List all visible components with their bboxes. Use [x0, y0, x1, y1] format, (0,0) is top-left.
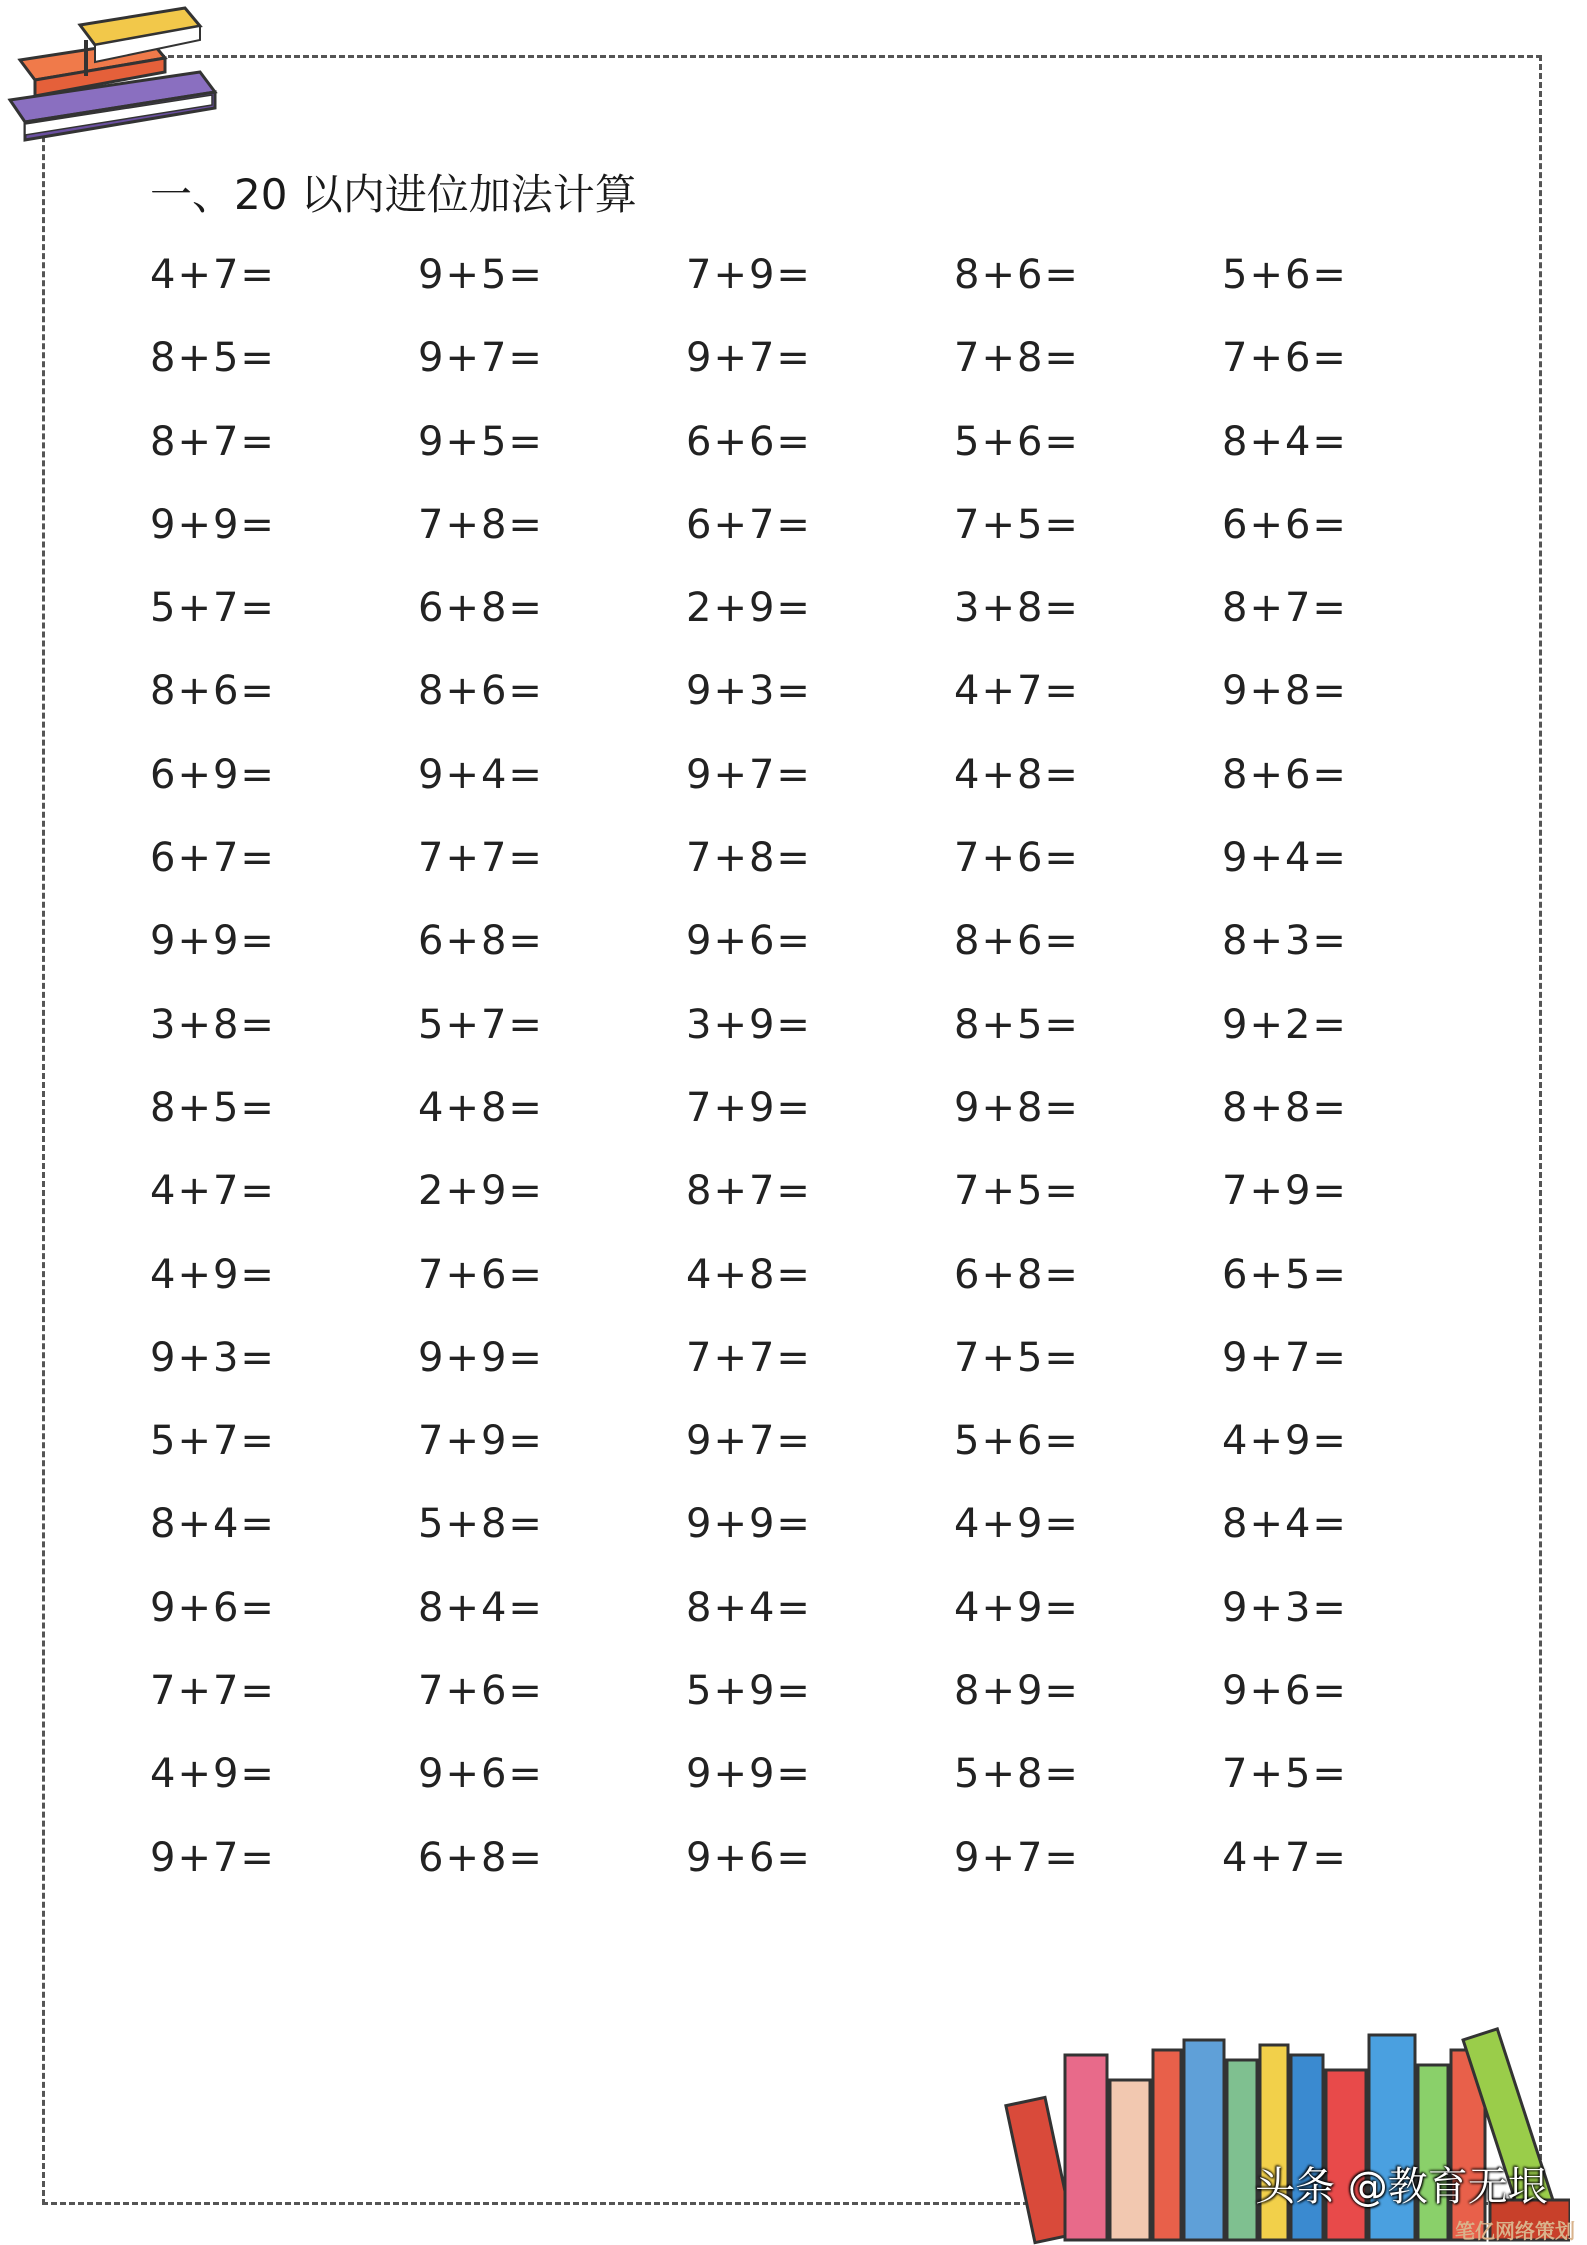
problem-item: 9+9=: [418, 1334, 544, 1381]
problem-item: 5+6=: [954, 418, 1080, 465]
problem-item: 4+8=: [686, 1251, 812, 1298]
problem-item: 7+7=: [150, 1668, 276, 1715]
problem-item: 7+5=: [954, 501, 1080, 548]
problem-item: 5+7=: [150, 585, 276, 632]
problem-item: 7+6=: [954, 835, 1080, 882]
problem-item: 4+9=: [150, 1251, 276, 1298]
problem-item: 4+9=: [1222, 1418, 1348, 1465]
problem-item: 7+9=: [686, 1084, 812, 1131]
problem-item: 7+9=: [418, 1418, 544, 1465]
problem-item: 5+7=: [150, 1418, 276, 1465]
problem-item: 8+7=: [1222, 585, 1348, 632]
problem-item: 6+7=: [150, 835, 276, 882]
problem-item: 7+8=: [954, 335, 1080, 382]
problem-item: 9+4=: [418, 751, 544, 798]
problem-item: 8+8=: [1222, 1084, 1348, 1131]
problem-item: 9+3=: [686, 668, 812, 715]
problem-item: 8+6=: [418, 668, 544, 715]
problem-item: 7+7=: [686, 1334, 812, 1381]
problem-item: 9+9=: [686, 1501, 812, 1548]
problem-item: 9+7=: [1222, 1334, 1348, 1381]
problem-item: 2+9=: [686, 585, 812, 632]
problem-item: 9+7=: [150, 1834, 276, 1881]
problem-item: 8+6=: [954, 918, 1080, 965]
problem-item: 5+6=: [1222, 252, 1348, 298]
problem-item: 8+6=: [954, 252, 1080, 298]
problem-item: 8+4=: [686, 1584, 812, 1631]
problem-item: 7+5=: [954, 1334, 1080, 1381]
problem-item: 9+8=: [1222, 668, 1348, 715]
problem-item: 6+8=: [418, 918, 544, 965]
problem-item: 6+8=: [418, 1834, 544, 1881]
problem-item: 8+4=: [1222, 1501, 1348, 1548]
problem-item: 9+6=: [418, 1751, 544, 1798]
problem-item: 8+4=: [1222, 418, 1348, 465]
problem-item: 8+6=: [150, 668, 276, 715]
problem-item: 9+9=: [150, 918, 276, 965]
problem-item: 7+6=: [418, 1251, 544, 1298]
problem-item: 7+7=: [418, 835, 544, 882]
problem-item: 6+6=: [686, 418, 812, 465]
problem-item: 9+7=: [686, 751, 812, 798]
problem-item: 7+8=: [686, 835, 812, 882]
problem-item: 6+8=: [418, 585, 544, 632]
problem-item: 9+7=: [954, 1834, 1080, 1881]
problem-item: 9+6=: [686, 918, 812, 965]
problem-item: 4+9=: [954, 1501, 1080, 1548]
problem-item: 4+9=: [150, 1751, 276, 1798]
problem-item: 9+5=: [418, 252, 544, 298]
problem-item: 3+9=: [686, 1001, 812, 1048]
problem-item: 8+5=: [150, 1084, 276, 1131]
problem-item: 7+8=: [418, 501, 544, 548]
problem-item: 5+6=: [954, 1418, 1080, 1465]
problem-item: 8+4=: [418, 1584, 544, 1631]
problem-item: 9+3=: [150, 1334, 276, 1381]
problem-item: 5+9=: [686, 1668, 812, 1715]
problem-item: 3+8=: [954, 585, 1080, 632]
problem-item: 9+3=: [1222, 1584, 1348, 1631]
problem-item: 5+7=: [418, 1001, 544, 1048]
problem-item: 4+8=: [418, 1084, 544, 1131]
problem-item: 8+5=: [954, 1001, 1080, 1048]
watermark: 头条 @教育无垠: [1255, 2164, 1548, 2210]
problem-item: 4+9=: [954, 1584, 1080, 1631]
problem-item: 7+5=: [954, 1168, 1080, 1215]
problem-item: 8+6=: [1222, 751, 1348, 798]
problem-item: 8+5=: [150, 335, 276, 382]
problem-item: 9+9=: [686, 1751, 812, 1798]
problem-item: 2+9=: [418, 1168, 544, 1215]
problem-item: 6+6=: [1222, 501, 1348, 548]
problem-item: 6+5=: [1222, 1251, 1348, 1298]
watermark-small: 笔亿网络策划: [1455, 2219, 1575, 2243]
problem-item: 3+8=: [150, 1001, 276, 1048]
problem-item: 4+7=: [150, 1168, 276, 1215]
problem-item: 9+4=: [1222, 835, 1348, 882]
problem-item: 6+9=: [150, 751, 276, 798]
problem-item: 9+6=: [1222, 1668, 1348, 1715]
problem-item: 7+6=: [418, 1668, 544, 1715]
problem-item: 8+3=: [1222, 918, 1348, 965]
problem-item: 4+7=: [954, 668, 1080, 715]
problem-item: 9+6=: [150, 1584, 276, 1631]
problem-item: 8+9=: [954, 1668, 1080, 1715]
problem-item: 6+7=: [686, 501, 812, 548]
problem-item: 8+7=: [150, 418, 276, 465]
problem-item: 9+8=: [954, 1084, 1080, 1131]
problem-item: 5+8=: [418, 1501, 544, 1548]
problem-item: 7+6=: [1222, 335, 1348, 382]
problem-item: 5+8=: [954, 1751, 1080, 1798]
problem-item: 4+7=: [1222, 1834, 1348, 1881]
book-stack-icon: [0, 0, 240, 160]
problem-item: 9+7=: [686, 1418, 812, 1465]
problem-item: 7+9=: [686, 252, 812, 298]
problem-item: 7+9=: [1222, 1168, 1348, 1215]
problem-item: 8+4=: [150, 1501, 276, 1548]
problem-item: 9+7=: [418, 335, 544, 382]
problem-item: 6+8=: [954, 1251, 1080, 1298]
problem-item: 4+8=: [954, 751, 1080, 798]
problem-item: 9+7=: [686, 335, 812, 382]
problem-item: 4+7=: [150, 252, 276, 298]
problem-item: 8+7=: [686, 1168, 812, 1215]
problem-item: 9+5=: [418, 418, 544, 465]
page-title: 一、20 以内进位加法计算: [150, 170, 637, 219]
problem-item: 9+2=: [1222, 1001, 1348, 1048]
problem-grid: [150, 245, 1490, 1911]
problem-item: 9+6=: [686, 1834, 812, 1881]
problem-item: 9+9=: [150, 501, 276, 548]
problem-item: 7+5=: [1222, 1751, 1348, 1798]
